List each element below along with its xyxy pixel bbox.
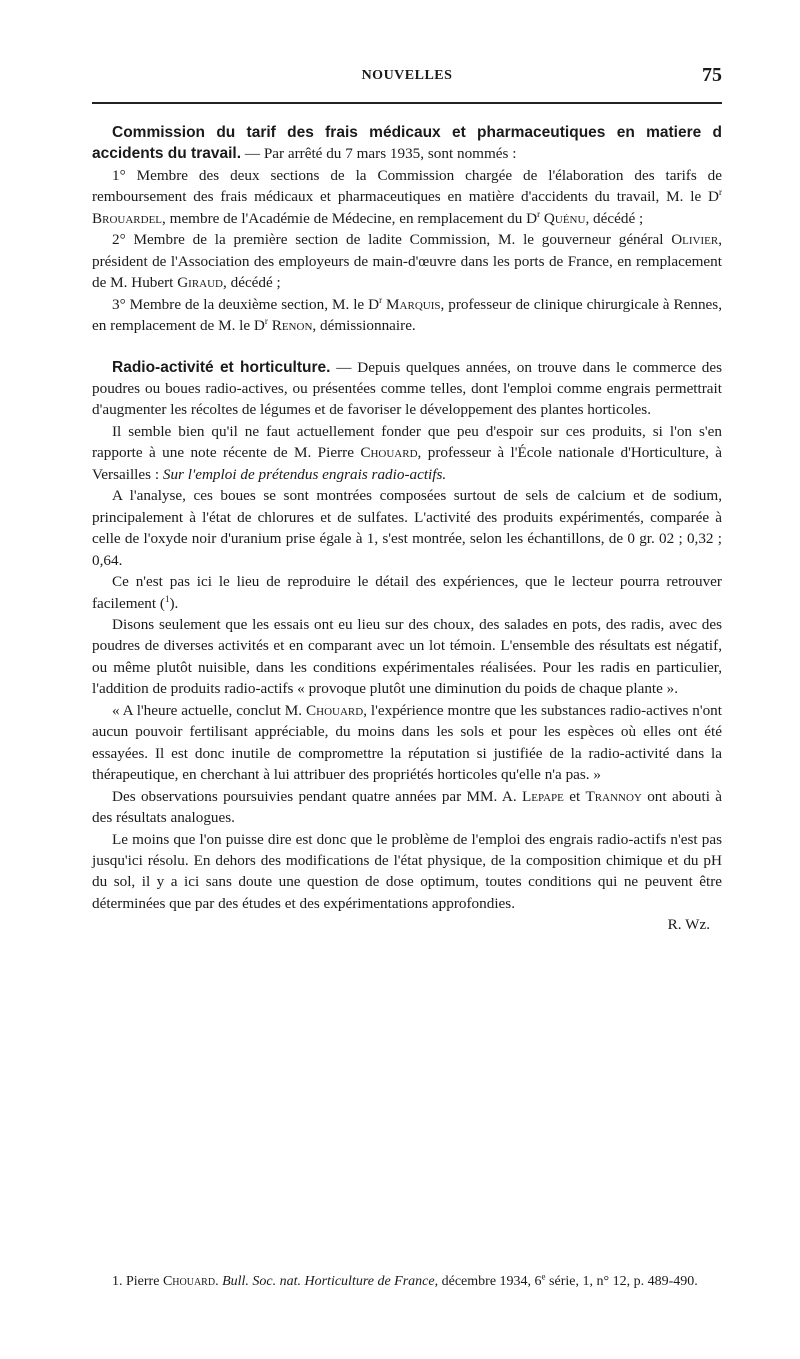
section-commission-intro	[92, 122, 722, 165]
article-body	[92, 122, 722, 936]
page-number: 75	[702, 64, 722, 86]
running-title: NOUVELLES	[361, 68, 453, 83]
person-name: Trannoy	[585, 787, 642, 805]
section-radio-intro: Radio-activité et horticulture. — Depuis quelques années, on trouve dans le commerce des poudres ou boues radio-actives, ou présentées comme telles, dont l'emploi comme engrais permettrait d'augmenter les récoltes de légumes et de favoriser le développement des plantes horticoles.	[92, 358, 722, 419]
person-name: Chouard	[162, 1274, 216, 1289]
person-name: Giraud	[177, 274, 224, 292]
section-heading-commission: Commission du tarif des frais médicaux et pharmaceutiques en matiere d accidents du travail.	[92, 124, 722, 163]
person-name: Chouard	[360, 444, 418, 462]
paragraph: Des observations poursuivies pendant quatre années par MM. A. Lepape et Trannoy ont abouti à des résultats analogues.	[92, 787, 722, 827]
paragraph: Disons seulement que les essais ont eu lieu sur des choux, des salades en pots, des radis, avec des poudres de diverses activités et en comparant avec un lot témoin. L'ensemble des résultats est négatif, ou même plutôt nuisible, dans les conditions expérimentales réalisées. Pour les radis en particulier, l'addition de produits radio-actifs « provoque plutôt une diminution du poids de chaque plante ».	[92, 615, 722, 698]
paragraph: A l'analyse, ces boues se sont montrées composées surtout de sels de calcium et de sodium, principalement à l'état de chlorures et de sulfates. L'activité des produits expérimentés, comparée à celle de l'oxyde noir d'uranium prise égale à 1, s'est montrée, selon les échantillons, de 0 gr. 02 ; 0,32 ; 0,64.	[92, 487, 722, 569]
paragraph: Le moins que l'on puisse dire est donc que le problème de l'emploi des engrais radio-actifs n'est pas jusqu'ici résolu. En dehors des modifications de l'état physique, de la composition chimique et du pH du sol, il y a ici sans doute une question de dose optimum, toutes conditions qui ne peuvent être déterminées que par des études et des expérimentations approfondies.	[92, 830, 722, 912]
paragraph: Ce n'est pas ici le lieu de reproduire le détail des expériences, que le lecteur pourra retrouver facilement ($^1$).	[92, 573, 722, 612]
person-name: Chouard	[306, 701, 364, 719]
footnote-number: 1.	[112, 1274, 123, 1289]
person-name: Lepape	[521, 787, 564, 805]
cited-title: Sur l'emploi de prétendus engrais radio-actifs.	[162, 465, 447, 483]
running-header	[92, 64, 722, 96]
person-name: Olivier	[671, 231, 719, 249]
list-item: 2° Membre de la première section de ladite Commission, M. le gouverneur général Olivier, président de l'Association des employeurs de main-d'œuvre dans les ports de France, en remplacement de M. Hubert Giraud, décédé ;	[92, 231, 722, 292]
paragraph: « A l'heure actuelle, conclut M. Chouard, l'expérience montre que les substances radio-actives n'ont aucun pouvoir fertilisant appréciable, du moins dans les sols et pour les espèces où elles ont été essayées. Il est donc inutile de compromettre la réputation si justifiée de la radio-activité dans la thérapeutique, en cherchant à lui attribuer des propriétés horticoles qu'elle n'a pas. »	[92, 701, 722, 784]
paragraph: Il semble bien qu'il ne faut actuellement fonder que peu d'espoir sur ces produits, si l'on s'en rapporte à une note récente de M. Pierre Chouard, professeur à l'École nationale d'Horticulture, à Versailles : Sur l'emploi de prétendus engrais radio-actifs.	[92, 422, 722, 483]
list-item: 3° Membre de la deuxième section, M. le $D^r$ Marquis, professeur de clinique chirurgicale à Rennes, en remplacement de M. le $D^r$ Renon, démissionnaire.	[92, 294, 723, 335]
intro-text: — Par arrêté du 7 mars 1935, sont nommés :	[241, 145, 517, 163]
footnote-ref[interactable]: 1	[164, 593, 170, 604]
person-name: Brouardel	[92, 209, 163, 227]
footnotes	[92, 1272, 722, 1292]
header-rule	[92, 102, 722, 104]
journal-title: Bull. Soc. nat. Horticulture de France	[222, 1274, 435, 1289]
signature: R. Wz.	[667, 916, 710, 934]
person-name: Marquis	[386, 295, 441, 313]
footnote: 1. Pierre Chouard. Bull. Soc. nat. Horticulture de France, décembre 1934, 6e série, 1, n° 12, p. 489-490.	[112, 1271, 698, 1289]
list-item: 1° Membre des deux sections de la Commission chargée de l'élaboration des tarifs de remboursement des frais médicaux et pharmaceutiques en matière d'accidents du travail, M. le $D^r$ Brouardel, membre de l'Académie de Médecine, en remplacement du $D^r$ Quénu, décédé ;	[92, 166, 722, 227]
person-name: Quénu	[543, 209, 586, 227]
section-heading-radio: Radio-activité et horticulture.	[112, 358, 331, 376]
person-name: Renon	[271, 317, 313, 335]
